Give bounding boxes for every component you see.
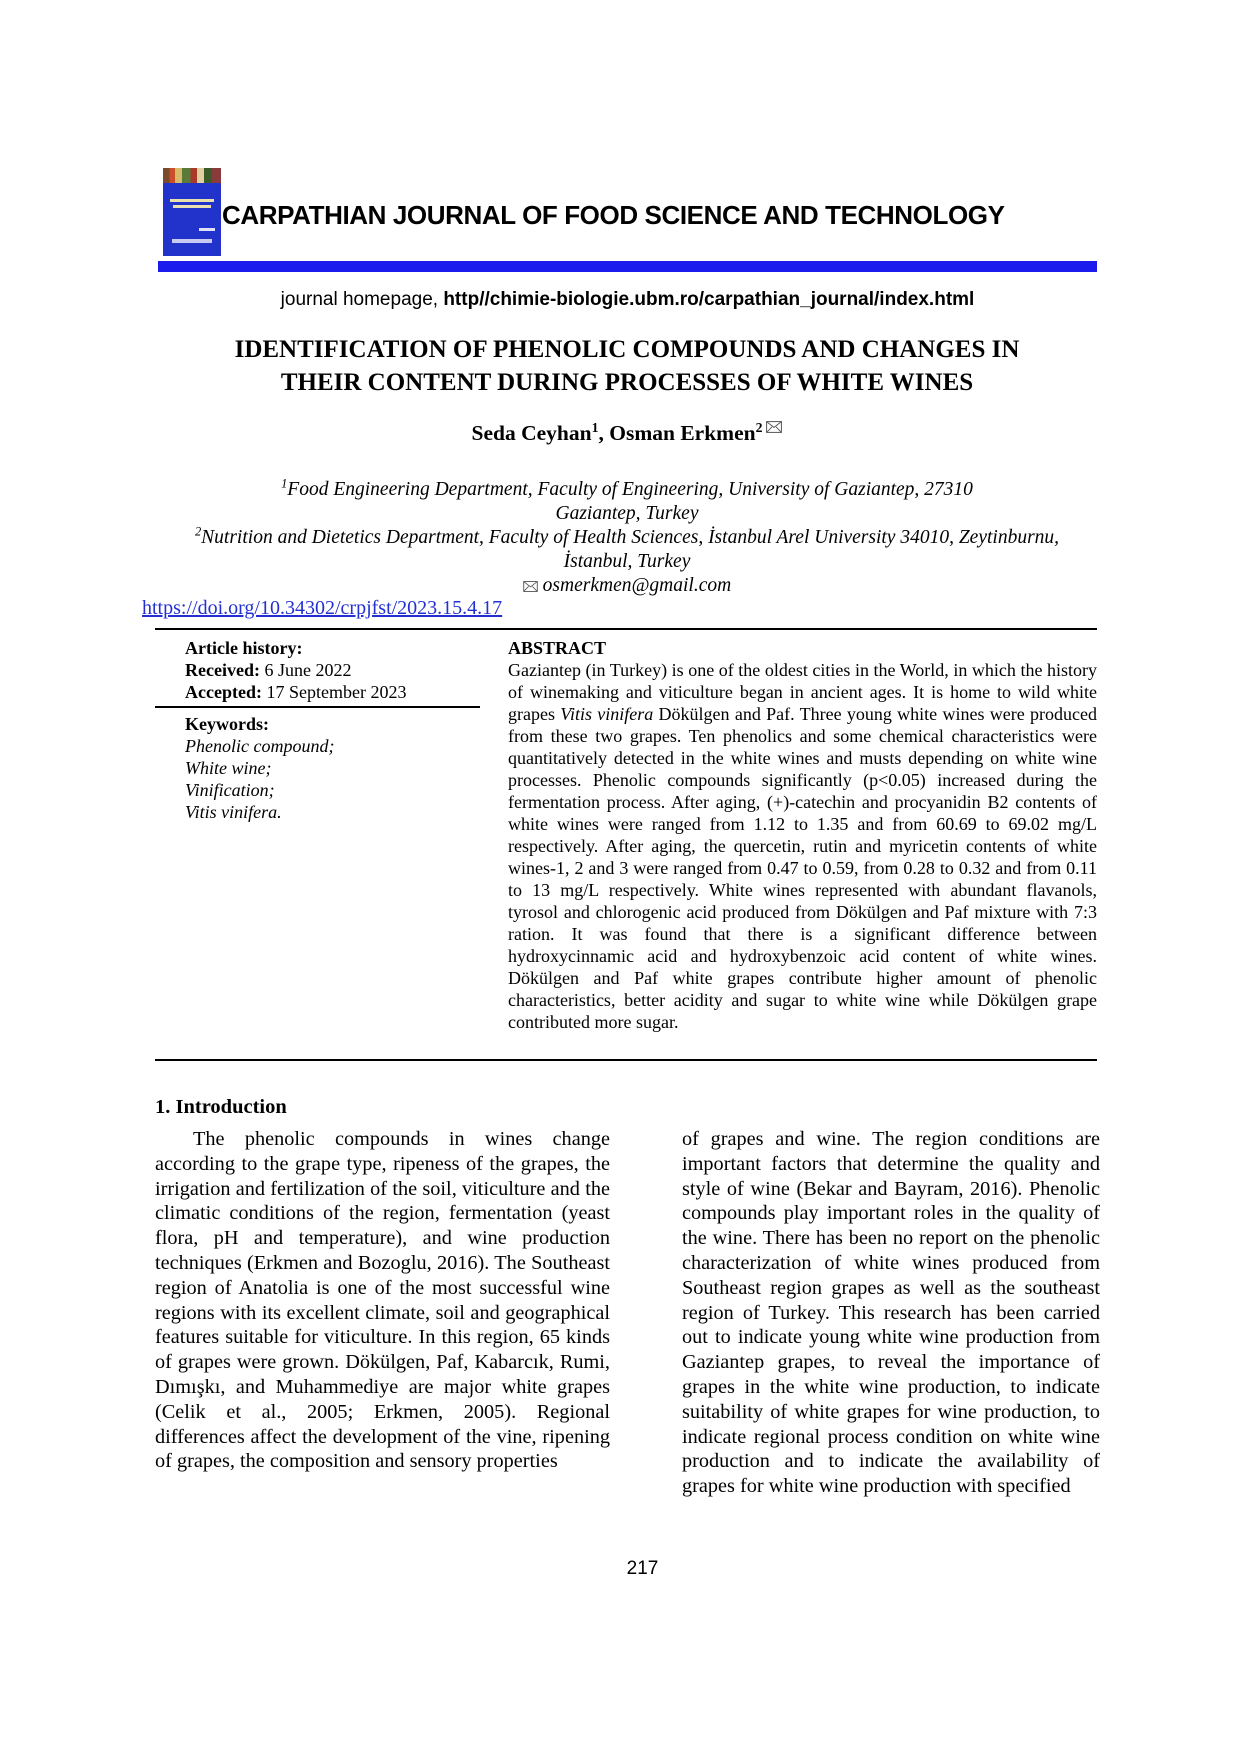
affiliation-1-line2: Gaziantep, Turkey bbox=[555, 503, 699, 524]
journal-name: CARPATHIAN JOURNAL OF FOOD SCIENCE AND TECHNOLOGY bbox=[222, 200, 1005, 230]
introduction-columns bbox=[155, 1127, 1100, 1499]
introduction-column-right bbox=[682, 1127, 1100, 1499]
keyword-item: White wine; bbox=[185, 758, 272, 778]
homepage-url: http//chimie-biologie.ubm.ro/carpathian_journal/index.html bbox=[443, 289, 975, 310]
paper-title-line2: THEIR CONTENT DURING PROCESSES OF WHITE WINES bbox=[280, 369, 974, 396]
corresponding-email: osmerkmen@gmail.com bbox=[542, 575, 732, 596]
keyword-item: Vinification; bbox=[185, 780, 275, 800]
header-divider-bar bbox=[158, 261, 1097, 272]
article-history-column bbox=[185, 637, 480, 823]
homepage-prefix: journal homepage, bbox=[280, 289, 444, 310]
author-1-affiliation-mark: 1 bbox=[591, 419, 599, 435]
corresponding-author-envelope-icon bbox=[766, 414, 782, 439]
keywords-label: Keywords: bbox=[185, 714, 269, 734]
doi-link[interactable]: https://doi.org/10.34302/crpjfst/2023.15.4.17 bbox=[142, 597, 503, 619]
email-envelope-icon bbox=[523, 575, 538, 599]
introduction-heading: 1. Introduction bbox=[155, 1096, 287, 1118]
keywords-list bbox=[185, 735, 480, 823]
author-2: Osman Erkmen bbox=[609, 421, 756, 445]
affiliations-block bbox=[110, 478, 1144, 598]
author-line: Seda Ceyhan$^1$, Osman Erkmen$^2$ bbox=[120, 421, 1134, 446]
corresponding-email-line bbox=[110, 574, 1144, 598]
journal-cover-thumbnail bbox=[163, 168, 221, 256]
affiliation-2-line1: $^2$Nutrition and Dietetics Department, Faculty of Health Sciences, İstanbul Arel University 34010, Zeytinburnu, bbox=[194, 524, 1060, 548]
author-1: Seda Ceyhan bbox=[471, 421, 592, 445]
received-date: 6 June 2022 bbox=[259, 660, 352, 680]
abstract-text: Gaziantep (in Turkey) is one of the oldest cities in the World, in which the history of winemaking and viticulture began in ancient ages. It is home to wild white grapes Vitis vinifera Dökülgen and Paf. Three young white wines were produced from these two grapes. Ten phenolics and some chemical characteristics were quantitatively detected in the white wines and musts depending on white wine processes. Phenolic compounds significantly (p<0.05) increased during the fermentation process. After aging, (+)-catechin and procyanidin B2 contents of white wines were ranged from 1.12 to 1.35 and from 60.69 to 69.02 mg/L respectively. After aging, the quercetin, rutin and myricetin contents of white wines-1, 2 and 3 were ranged from 0.47 to 0.59, from 0.28 to 0.32 and from 0.11 to 13 mg/L respectively. White wines represented with abundant flavanols, tyrosol and chlorogenic acid produced from Dökülgen and Paf mixture with 7:3 ration. It was found that there is a significant difference between hydroxycinnamic acid and hydroxybenzoic acid content of white wines. Dökülgen and Paf white grapes contribute higher amount of phenolic characteristics, better acidity and sugar to white wine while Dökülgen grape contributed more sugar. bbox=[508, 660, 1098, 1032]
journal-homepage-line bbox=[158, 289, 1097, 311]
page-number: 217 bbox=[626, 1558, 659, 1579]
author-2-affiliation-mark: 2 bbox=[755, 419, 763, 435]
received-row: Received: 6 June 2022 bbox=[185, 660, 352, 680]
article-meta-table bbox=[155, 628, 1097, 1061]
introduction-column-left bbox=[155, 1127, 610, 1499]
introduction-paragraph-right: of grapes and wine. The region conditions are important factors that determine the quality and style of wine (Bekar and Bayram, 2016). Phenolic compounds play important roles in the quality of the wine. There has been no report on the phenolic characterization of white wines produced from Southeast region grapes as well as the southeast region of Turkey. This research has been carried out to indicate young white wine production from Gaziantep grapes, to reveal the importance of grapes in the white wine production, to indicate suitability of white grapes for wine production, to indicate regional process condition on white wine production and to indicate the availability of grapes for white wine production with specified bbox=[682, 1128, 1100, 1498]
abstract-column bbox=[508, 637, 1097, 1033]
history-divider-rule bbox=[155, 706, 480, 708]
keyword-item: Phenolic compound; bbox=[185, 736, 335, 756]
introduction-paragraph-left: The phenolic compounds in wines change according to the grape type, ripeness of the grapes, the irrigation and fertilization of the soil, viticulture and the climatic conditions of the region, fermentation (yeast flora, pH and temperature), and wine production techniques (Erkmen and Bozoglu, 2016). The Southeast region of Anatolia is one of the most successful wine regions with its excellent climate, soil and geographical features suitable for viticulture. In this region, 65 kinds of grapes were grown. Dökülgen, Paf, Kabarcık, Rumi, Dımışkı, and Muhammediye are major white grapes (Celik et al., 2005; Erkmen, 2005). Regional differences affect the development of the vine, ripening of grapes, the composition and sensory properties bbox=[155, 1128, 610, 1473]
paper-title-line1: IDENTIFICATION OF PHENOLIC COMPOUNDS AND CHANGES IN bbox=[234, 336, 1020, 363]
paper-title bbox=[120, 333, 1134, 399]
article-history-label: Article history: bbox=[185, 638, 303, 658]
accepted-date: 17 September 2023 bbox=[261, 682, 407, 702]
affiliation-2-line2: İstanbul, Turkey bbox=[563, 551, 691, 572]
cover-photo-strip bbox=[163, 168, 221, 183]
keyword-item: Vitis vinifera. bbox=[185, 802, 282, 822]
accepted-row: Accepted: 17 September 2023 bbox=[185, 682, 407, 702]
affiliation-1-line1: $^1$Food Engineering Department, Faculty of Engineering, University of Gaziantep, 27310 bbox=[281, 476, 973, 500]
abstract-heading: ABSTRACT bbox=[508, 638, 607, 658]
